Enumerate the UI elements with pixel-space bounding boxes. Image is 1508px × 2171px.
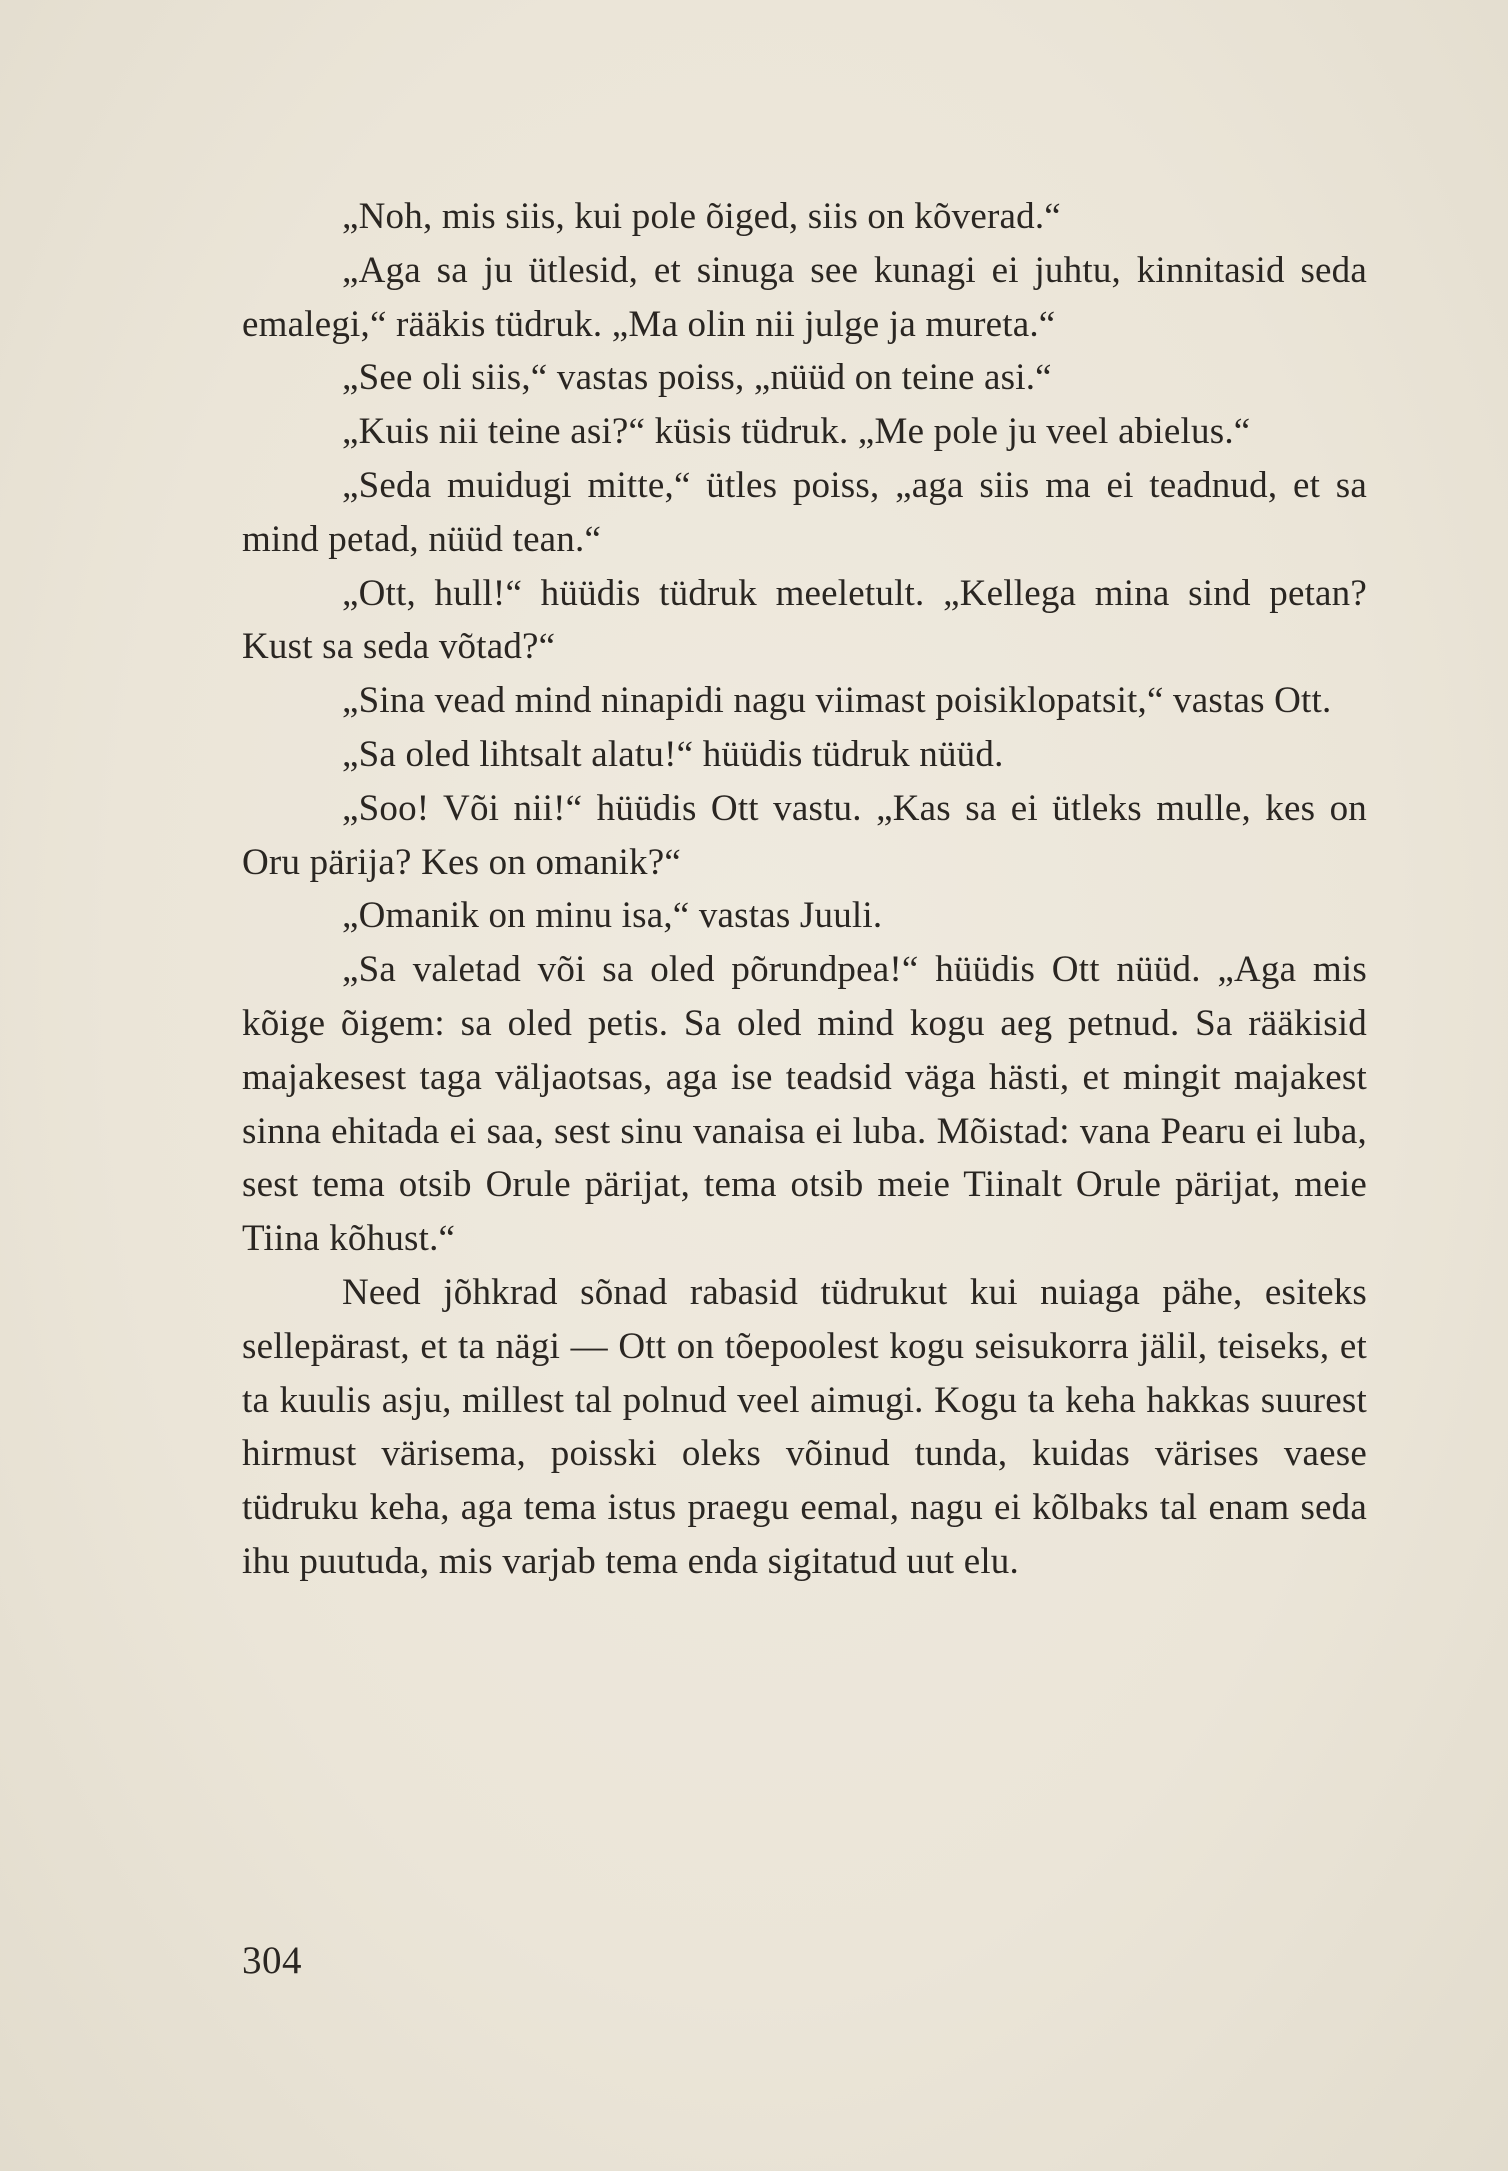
- body-text: [242, 190, 1367, 1589]
- paragraph: „Seda muidugi mitte,“ ütles poiss, „aga siis ma ei teadnud, et sa mind petad, nüüd tean.“: [242, 464, 1367, 560]
- paragraph: „Soo! Või nii!“ hüüdis Ott vastu. „Kas sa ei ütleks mulle, kes on Oru pärija? Kes on omanik?“: [242, 787, 1367, 883]
- paragraph: „Sina vead mind ninapidi nagu viimast poisiklopatsit,“ vastas Ott.: [342, 680, 1332, 722]
- paragraph: „Kuis nii teine asi?“ küsis tüdruk. „Me pole ju veel abielus.“: [342, 411, 1251, 453]
- paragraph: „Ott, hull!“ hüüdis tüdruk meeletult. „Kellega mina sind petan? Kust sa seda võtad?“: [242, 572, 1367, 668]
- paragraph: „Aga sa ju ütlesid, et sinuga see kunagi ei juhtu, kinnitasid seda emalegi,“ rääkis tüdruk. „Ma olin nii julge ja mureta.“: [242, 249, 1367, 345]
- paragraph: „Omanik on minu isa,“ vastas Juuli.: [342, 895, 883, 937]
- paragraph: „Sa oled lihtsalt alatu!“ hüüdis tüdruk nüüd.: [342, 733, 1004, 775]
- paragraph: Need jõhkrad sõnad rabasid tüdrukut kui nuiaga pähe, esiteks sellepärast, et ta nägi — Ott on tõepoolest kogu seisukorra jälil, teiseks, et ta kuulis asju, millest tal polnud veel aimugi. Kogu ta keha hakkas suurest hirmust värisema, poisski oleks võinud tunda, kuidas värises vaese tüdruku keha, aga tema istus praegu eemal, nagu ei kõlbaks tal enam seda ihu puutuda, mis varjab tema enda sigitatud uut elu.: [242, 1271, 1367, 1582]
- paragraph: „Noh, mis siis, kui pole õiged, siis on kõverad.“: [342, 196, 1061, 237]
- paragraph: „See oli siis,“ vastas poiss, „nüüd on teine asi.“: [342, 357, 1052, 399]
- paragraph: „Sa valetad või sa oled põrundpea!“ hüüdis Ott nüüd. „Aga mis kõige õigem: sa oled petis. Sa oled mind kogu aeg petnud. Sa rääkisid majakesest taga väljaotsas, aga ise teadsid väga hästi, et mingit majakest sinna ehitada ei saa, sest sinu vanaisa ei luba. Mõistad: vana Pearu ei luba, sest tema otsib Orule pärijat, tema otsib meie Tiinalt Orule pärijat, meie Tiina kõhust.“: [242, 949, 1367, 1260]
- page-number: 304: [242, 1939, 302, 1982]
